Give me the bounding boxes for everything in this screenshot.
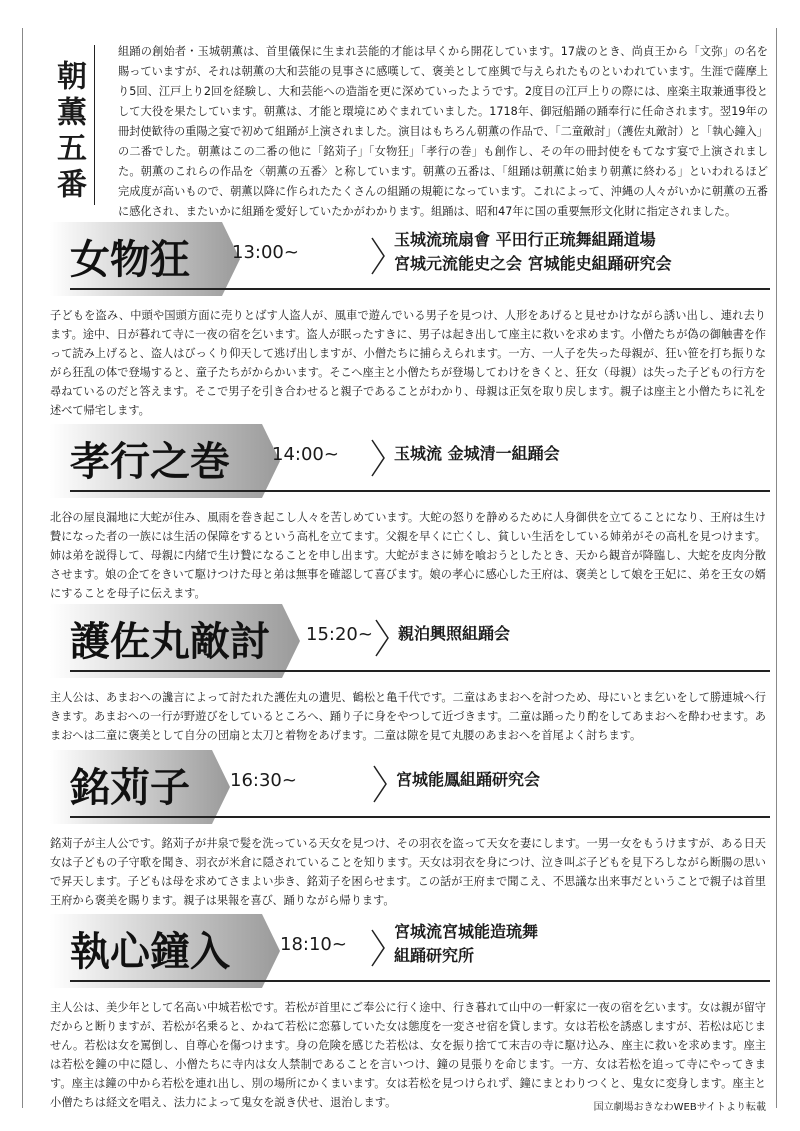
left-border-line — [22, 28, 23, 1108]
chevron-right-icon — [372, 764, 388, 804]
section-rule — [70, 980, 770, 982]
section-onna-monogurui — [50, 222, 770, 420]
chevron-right-icon — [370, 928, 386, 968]
section-description: 銘苅子が主人公です。銘苅子が井泉で髪を洗っている天女を見つけ、その羽衣を盗って天女を妻にします。一男一女をもうけますが、ある日天女は子どもの子守歌を聞き、羽衣が米倉に隠されていることを知ります。天女は羽衣を身につけ、泣き叫ぶ子どもを見下ろしながら断腸の思いで昇天します。子どもは母を求めてさまよい歩き、銘苅子を困らせます。この話が王府まで聞こえ、不思議な出来事だということで親子は首里王府から褒美を賜ります。親子は果報を喜び、踊りながら帰ります。 — [50, 837, 766, 907]
intro-title: 朝薫五番 — [51, 60, 86, 204]
section-time: 16:30~ — [230, 770, 297, 791]
section-mekarushi — [50, 750, 770, 910]
section-time: 13:00~ — [232, 242, 299, 263]
section-performers — [396, 768, 540, 792]
chevron-right-icon — [370, 236, 386, 276]
performer-line: 宮城流宮城能造琉舞 — [394, 922, 539, 941]
section-time: 14:00~ — [272, 444, 339, 465]
intro-text: 組踊の創始者・玉城朝薫は、首里儀保に生まれ芸能的才能は早くから開花しています。17歳のとき、尚貞王から「文弥」の名を賜っていますが、それは朝薫の大和芸能の見事さに感嘆して、褒美として座興で与えられたものといわれています。生涯で薩摩上り5回、江戸上り2回を経験し、大和芸能への造詣を更に深めていったようです。2度目の江戸上りの際には、座楽主取兼通事役として大役を果たしています。朝薫は、才能と環境にめぐまれていました。1718年、御冠船踊の踊奉行に任命されます。翌19年の冊封使歓待の重陽之宴で初めて組踊が上演されました。演目はもちろん朝薫の作品で、「二童敵討」（護佐丸敵討）と「執心鐘入」の二番でした。朝薫はこの二番の他に「銘苅子」「女物狂」「孝行の巻」も創作し、その年の冊封使をもてなす宴で上演されました。朝薫のこれらの作品を〈朝薫の五番〉と称しています。朝薫の五番は、「組踊は朝薫に始まり朝薫に終わる」といわれるほど完成度が高いもので、朝薫以降に作られたたくさんの組踊の規範になっています。これによって、沖縄の人々がいかに朝薫の五番に感化され、またいかに組踊を愛好していたかがわかります。組踊は、昭和47年に国の重要無形文化財に指定されました。 — [118, 45, 768, 218]
performer-line: 親泊興照組踊会 — [398, 624, 511, 643]
section-rule — [70, 288, 770, 290]
section-banner — [50, 424, 770, 498]
section-title: 執心鐘入 — [70, 928, 230, 975]
performer-line: 組踊研究所 — [394, 946, 475, 965]
section-description: 主人公は、美少年として名高い中城若松です。若松が首里にご奉公に行く途中、行き暮れて山中の一軒家に一夜の宿を乞います。女は親が留守だからと断りますが、若松が名乗ると、かねて若松に恋慕していた女は態度を一変させ宿を貸します。女は若松を誘惑しますが、若松は応じません。若松は女を罵倒し、自尊心を傷つけます。身の危険を感じた若松は、女を振り捨てて末吉の寺に駆け込み、座主に救いを求めます。座主は若松を鐘の中に隠し、小僧たちに寺内は女人禁制であることを言いつけ、鐘の見張りを命じます。一方、女は若松を追って寺にやってきます。座主は鐘の中から若松を連れ出し、別の場所にかくまいます。女は若松を見つけられず、鐘にまとわりつくと、鬼女に変身します。座主と小僧たちは経文を唱え、法力によって鬼女を説き伏せ、退治します。 — [50, 1001, 766, 1109]
section-banner — [50, 750, 770, 824]
section-title: 女物狂 — [70, 236, 190, 283]
chevron-right-icon — [370, 438, 386, 478]
section-banner — [50, 222, 770, 296]
section-performers — [398, 622, 510, 646]
section-time: 15:20~ — [306, 624, 373, 645]
section-title: 銘苅子 — [70, 764, 190, 811]
section-gosamaru-katakiuchi — [50, 604, 770, 745]
section-performers — [394, 442, 560, 466]
section-banner — [50, 914, 770, 988]
right-border-line — [776, 28, 777, 1108]
section-koukou-no-maki — [50, 424, 770, 603]
section-rule — [70, 816, 770, 818]
section-performers — [394, 228, 672, 276]
performer-line: 玉城流琉扇會 平田行正琉舞組踊道場 — [394, 230, 656, 249]
section-title: 護佐丸敵討 — [70, 618, 270, 665]
section-description: 子どもを盗み、中頭や国頭方面に売りとばす人盗人が、風車で遊んでいる男子を見つけ、人形をあげると見せかけながら誘い出し、連れ去ります。途中、日が暮れて寺に一夜の宿を乞います。盗人が眠ったすきに、男子は起き出して座主に救いを求めます。小僧たちが偽の御触書を作って読み上げると、盗人はびっくり仰天して逃げ出しますが、小僧たちに捕らえられます。一方、一人子を失った母親が、狂い笹を打ち振りながら狂乱の体で登場すると、童子たちがからかいます。そこへ座主と小僧たちが登場してわけをきくと、狂女（母親）は失った子どもの行方を尋ねているのだと答えます。そこで男子を引き合わせると親子であることがわかり、母親は正気を取り戻します。親子は座主と小僧たちに礼を述べて帰宅します。 — [50, 309, 766, 417]
section-performers — [394, 920, 538, 968]
section-description: 主人公は、あまおへの讒言によって討たれた護佐丸の遺児、鶴松と亀千代です。二童はあまおへを討つため、母にいとま乞いをして勝連城へ行きます。あまおへの一行が野遊びをしているところへ、踊り子に身をやつして近づきます。二童は踊ったり酌をしてあまおへを酔わせます。あまおへは二童に褒美として自分の団扇と太刀と着物をあげます。二童は隙を見て丸腰のあまおへを首尾よく討ちます。 — [50, 691, 766, 742]
section-banner — [50, 604, 770, 678]
section-shushin-kaneiri — [50, 914, 770, 1112]
section-rule — [70, 670, 770, 672]
intro-block — [50, 40, 770, 218]
chevron-right-icon — [374, 618, 390, 658]
section-title: 孝行之巻 — [70, 438, 230, 485]
intro-divider — [94, 45, 95, 205]
section-description: 北谷の屋良漏地に大蛇が住み、風雨を巻き起こし人々を苦しめています。大蛇の怒りを静めるために人身御供を立てることになり、王府は生け贄になった者の一族には生活の保障をするという高札を立てます。父親を早くに亡くし、貧しい生活をしている姉弟がその高札を見つけます。姉は弟を説得して、母親に内緒で生け贄になることを申し出ます。大蛇がまさに姉を喰おうとしたとき、天から観音が降臨し、大蛇を皮肉分散させます。娘の企てをきいて駆けつけた母と弟は無事を確認して喜びます。娘の孝心に感心した王府は、褒美として娘を王妃に、弟を王女の婿にすることを母子に伝えます。 — [50, 511, 766, 600]
performer-line: 宮城能鳳組踊研究会 — [396, 770, 541, 789]
performer-line: 玉城流 金城清一組踊会 — [394, 444, 560, 463]
section-time: 18:10~ — [280, 934, 347, 955]
source-credit: 国立劇場おきなわWEBサイトより転載 — [593, 1102, 766, 1113]
section-rule — [70, 490, 770, 492]
performer-line: 宮城元流能史之会 宮城能史組踊研究会 — [394, 254, 672, 273]
